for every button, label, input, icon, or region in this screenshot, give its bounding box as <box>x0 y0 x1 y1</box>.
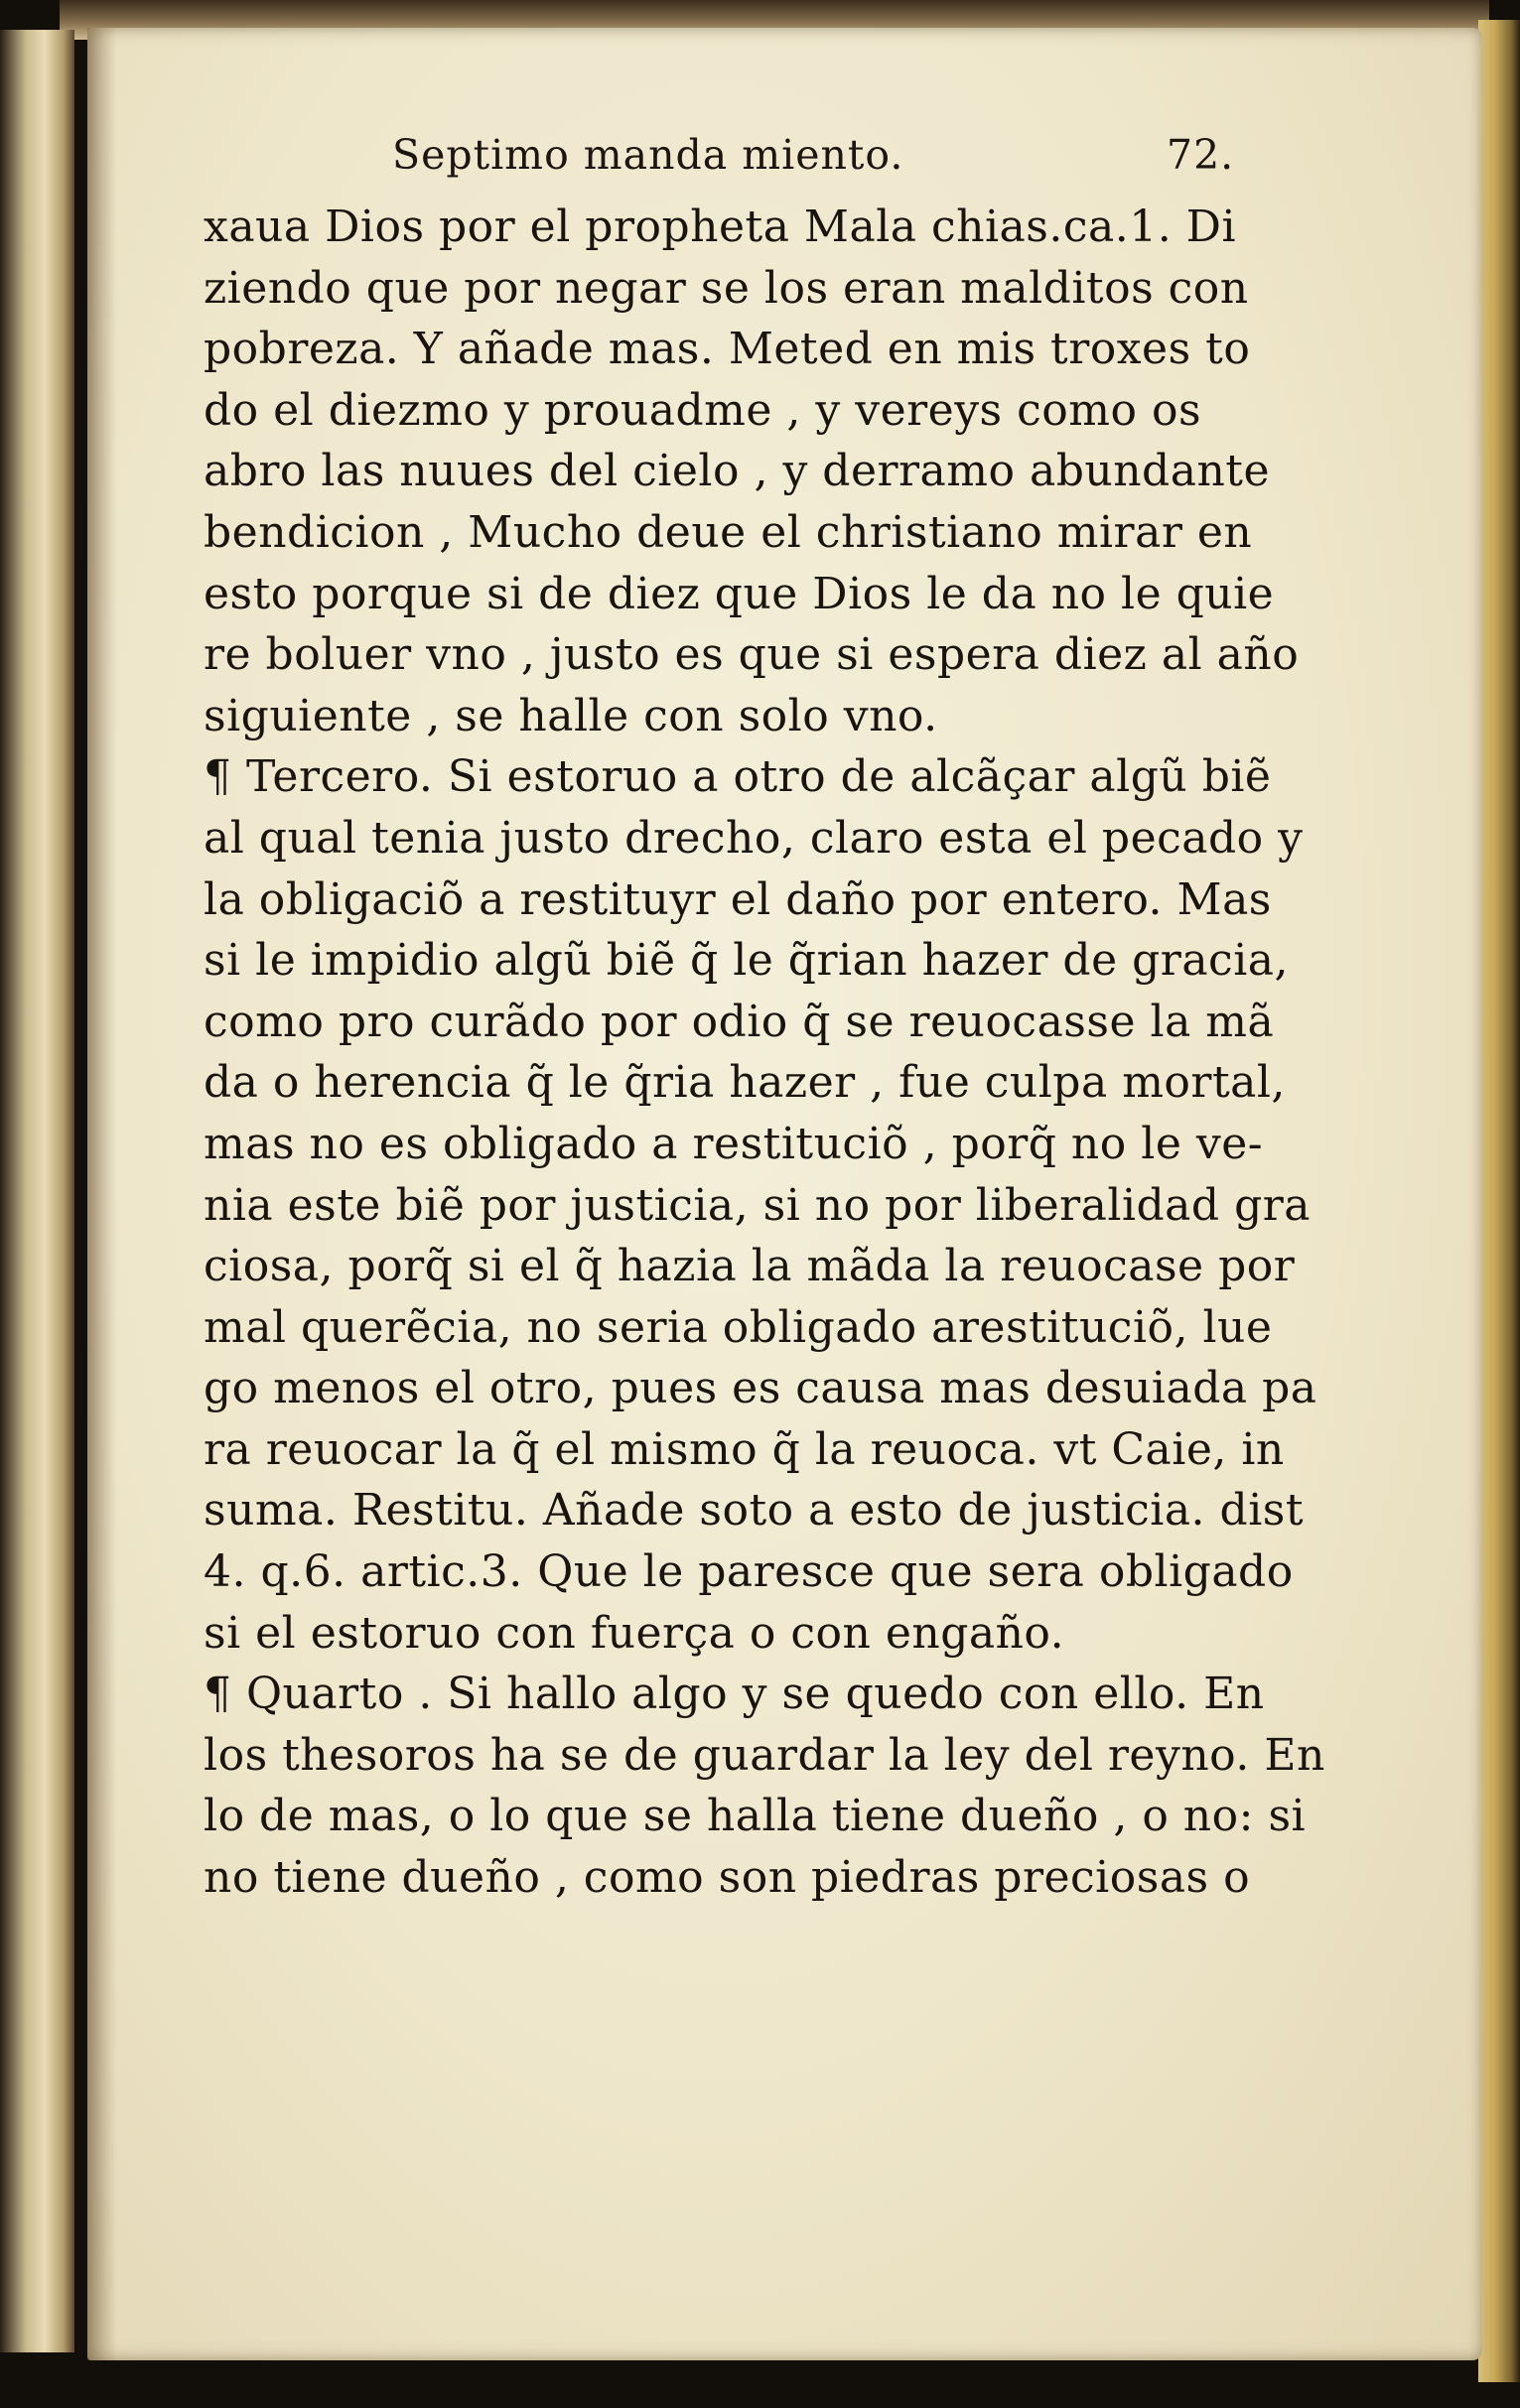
text-line: abro las nuues del cielo , y derramo abundante <box>204 446 1271 497</box>
text-line: esto porque si de diez que Dios le da no le quie <box>204 568 1275 619</box>
text-line: si le impidio algũ biẽ q̃ le q̃rian hazer de gracia, <box>204 935 1289 987</box>
page-fore-edge <box>1478 20 1520 2382</box>
text-line: al qual tenia justo drecho, claro esta el pecado y <box>204 812 1304 864</box>
text-line: si el estoruo con fuerça o con engaño. <box>204 1607 1065 1659</box>
paragraph-start-line: ¶ Quarto . Si hallo algo y se quedo con ello. En <box>204 1669 1265 1720</box>
text-line: ciosa, porq̃ si el q̃ hazia la mãda la reuocase por <box>204 1241 1296 1292</box>
text-line: mal querẽcia, no seria obligado arestituciõ, lue <box>204 1301 1273 1353</box>
text-line: los thesoros ha se de guardar la ley del reyno. En <box>204 1729 1325 1781</box>
text-line: lo de mas, o lo que se halla tiene dueño , o no: si <box>204 1791 1307 1842</box>
paragraph-start-line: ¶ Tercero. Si estoruo a otro de alcãçar algũ biẽ <box>204 751 1272 803</box>
running-head-title: Septimo manda miento. <box>392 131 904 179</box>
text-line: ziendo que por negar se los eran malditos con <box>204 262 1249 314</box>
text-line: re boluer vno , justo es que si espera diez al año <box>204 629 1300 681</box>
text-line: la obligaciõ a restituyr el daño por entero. Mas <box>204 873 1272 925</box>
body-text <box>204 197 1370 1909</box>
running-head <box>392 131 1286 193</box>
text-line: pobreza. Y añade mas. Meted en mis troxes to <box>204 324 1251 375</box>
text-line: suma. Restitu. Añade soto a esto de justicia. dist <box>204 1485 1305 1537</box>
page-gutter-shadow <box>87 28 117 2360</box>
text-line: go menos el otro, pues es causa mas desuiada pa <box>204 1363 1317 1414</box>
text-line: ra reuocar la q̃ el mismo q̃ la reuoca. vt Caie, in <box>204 1423 1285 1475</box>
text-line: da o herencia q̃ le q̃ria hazer , fue culpa mortal, <box>204 1057 1286 1109</box>
folio-number: 72. <box>1167 131 1235 179</box>
text-line: no tiene dueño , como son piedras preciosas o <box>204 1852 1251 1904</box>
text-line: nia este biẽ por justicia, si no por liberalidad gra <box>204 1179 1311 1231</box>
text-line: como pro curãdo por odio q̃ se reuocasse la mã <box>204 996 1275 1047</box>
text-line: siguiente , se halle con solo vno. <box>204 690 938 741</box>
text-line: bendicion , Mucho deue el christiano mirar en <box>204 506 1253 558</box>
text-line: mas no es obligado a restituciõ , porq̃ no le ve- <box>204 1118 1264 1169</box>
text-line: do el diezmo y prouadme , y vereys como os <box>204 384 1202 436</box>
text-line: xaua Dios por el propheta Mala chias.ca.1. Di <box>204 201 1237 252</box>
facing-page-edge <box>0 30 74 2352</box>
text-line: 4. q.6. artic.3. Que le paresce que sera obligado <box>204 1546 1294 1598</box>
